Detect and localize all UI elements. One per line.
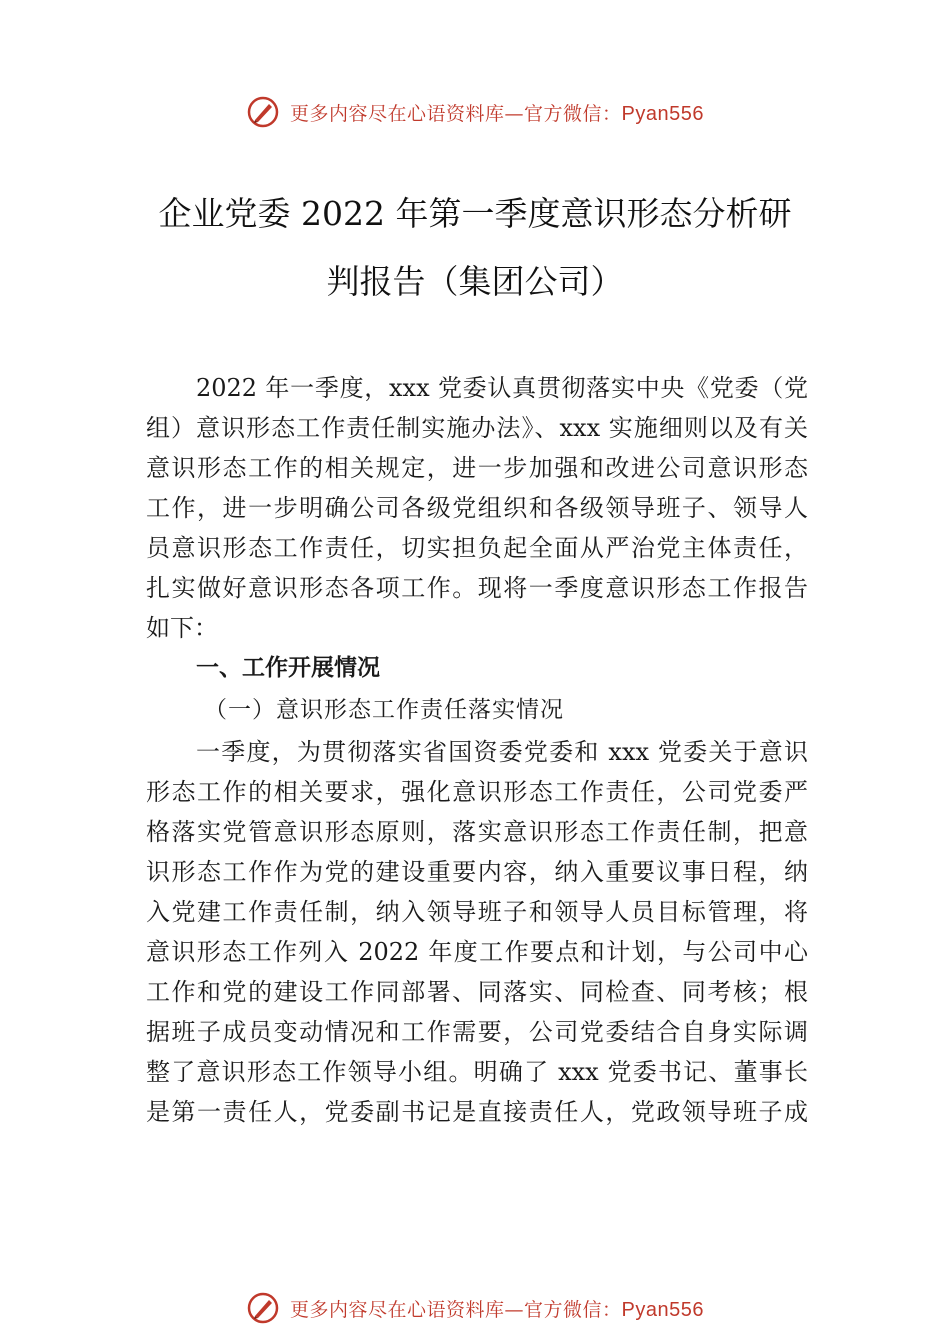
paragraph-line: 意识形态工作的相关规定，进一步加强和改进公司意识形态 <box>146 454 808 482</box>
paragraph-line: 工作和党的建设工作同部署、同落实、同检查、同考核；根 <box>146 978 808 1006</box>
paragraph-line: 员意识形态工作责任，切实担负起全面从严治党主体责任， <box>146 534 808 562</box>
paragraph-line: 工作，进一步明确公司各级党组织和各级领导班子、领导人 <box>146 494 808 522</box>
document-title-line-2: 判报告（集团公司） <box>326 262 624 301</box>
paragraph-line: 据班子成员变动情况和工作需要，公司党委结合自身实际调 <box>146 1018 808 1046</box>
wechat-id: Pyan556 <box>621 1298 704 1321</box>
paragraph-line: 组）意识形态工作责任制实施办法》、xxx 实施细则以及有关 <box>146 414 808 442</box>
paragraph-line: 扎实做好意识形态各项工作。现将一季度意识形态工作报告 <box>146 574 808 602</box>
banner-text: 更多内容尽在心语资料库—官方微信：Pyan556 <box>290 102 704 125</box>
paragraph-line: 2022 年一季度，xxx 党委认真贯彻落实中央《党委（党 <box>196 374 808 402</box>
paragraph-line: 入党建工作责任制，纳入领导班子和领导人员目标管理，将 <box>146 898 808 926</box>
banner-text: 更多内容尽在心语资料库—官方微信：Pyan556 <box>290 1298 704 1321</box>
paragraph-line: 是第一责任人，党委副书记是直接责任人，党政领导班子成 <box>146 1098 808 1126</box>
paragraph-line: 一季度，为贯彻落实省国资委党委和 xxx 党委关于意识 <box>196 738 808 766</box>
section-heading: 一、工作开展情况 <box>196 655 380 681</box>
paragraph-line: 形态工作的相关要求，强化意识形态工作责任，公司党委严 <box>146 778 808 806</box>
paragraph-line: 如下： <box>146 614 218 642</box>
document-title-line-1: 企业党委 2022 年第一季度意识形态分析研 <box>158 194 792 233</box>
pen-logo-icon <box>246 95 280 129</box>
paragraph-line: 识形态工作作为党的建设重要内容，纳入重要议事日程，纳 <box>146 858 808 886</box>
paragraph-line: 意识形态工作列入 2022 年度工作要点和计划，与公司中心 <box>146 938 808 966</box>
footer-banner <box>0 1288 950 1328</box>
subsection-heading: （一）意识形态工作责任落实情况 <box>204 697 564 723</box>
paragraph-line: 格落实党管意识形态原则，落实意识形态工作责任制，把意 <box>146 818 808 846</box>
pen-logo-icon <box>246 1291 280 1325</box>
paragraph-line: 整了意识形态工作领导小组。明确了 xxx 党委书记、董事长 <box>146 1058 808 1086</box>
header-banner <box>0 92 950 132</box>
wechat-id: Pyan556 <box>621 102 704 125</box>
